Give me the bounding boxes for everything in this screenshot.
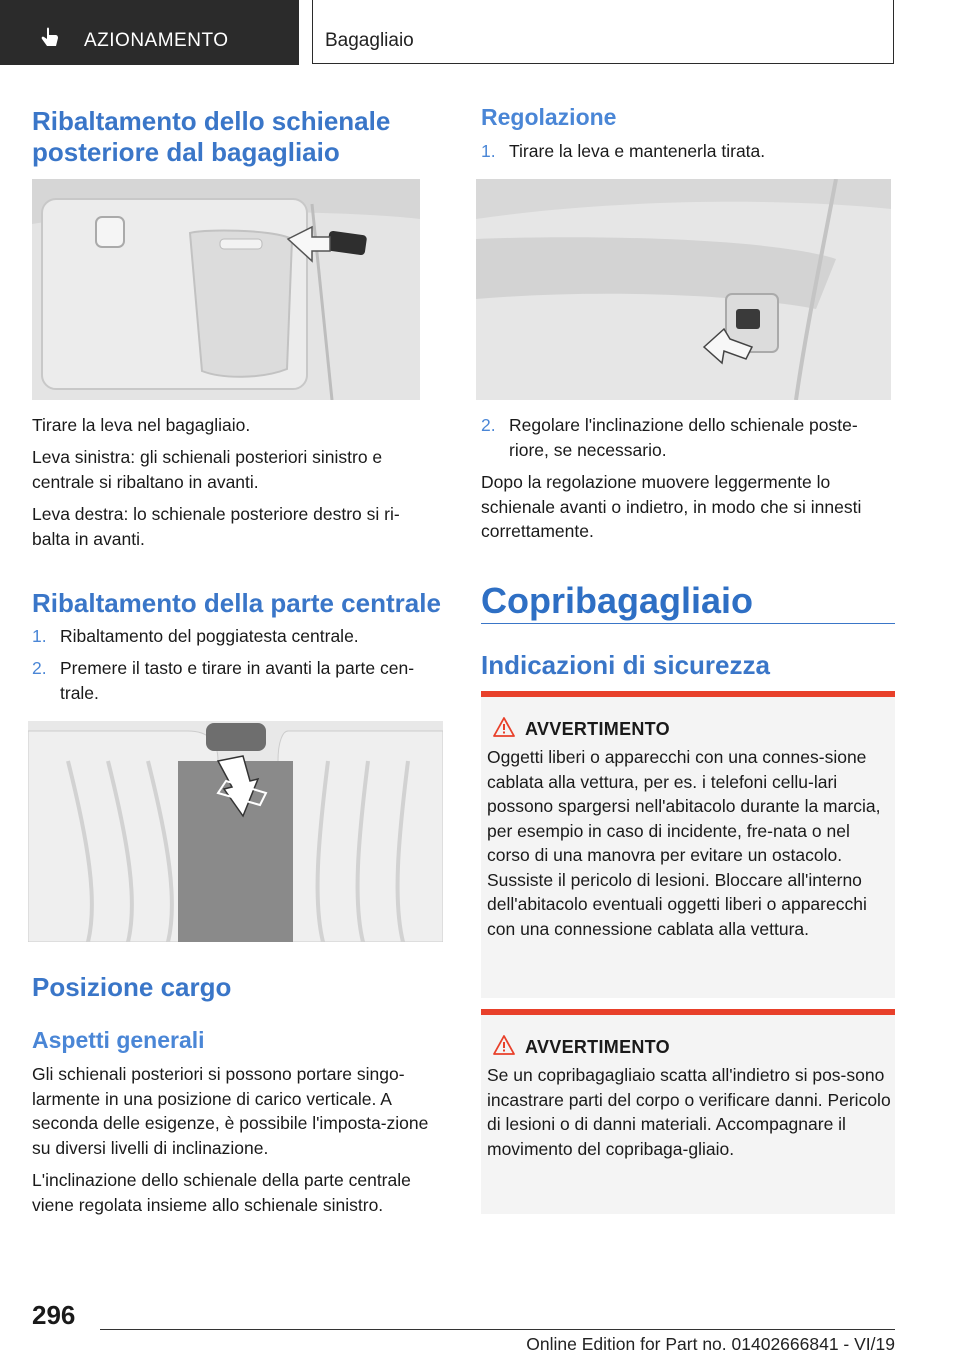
warning-triangle-icon (493, 717, 515, 737)
heading-ribaltamento-bagagliaio: Ribaltamento dello schienale posteriore dal bagagliaio (32, 106, 391, 167)
warning-title: AVVERTIMENTO (525, 719, 670, 739)
list-number: 1. (481, 141, 496, 161)
section-label: AZIONAMENTO (84, 30, 229, 51)
footer-rule (100, 1329, 895, 1330)
warning-box (481, 691, 895, 998)
list-text: Regolare l'inclinazione dello schienale poste-riore, se necessario. (509, 415, 858, 460)
edition-text: Online Edition for Part no. 01402666841 - VI/19 (526, 1334, 895, 1354)
heading-indicazioni-sicurezza: Indicazioni di sicurezza (481, 650, 770, 680)
heading-ribaltamento-centrale: Ribaltamento della parte centrale (32, 588, 441, 618)
list-text: Ribaltamento del poggiatesta centrale. (60, 626, 359, 646)
topic-label: Bagagliaio (325, 30, 414, 51)
adjustment-text: Dopo la regolazione muovere leggermente lo schienale avanti o indietro, in modo che si innesti correttamente. (481, 472, 862, 541)
warning-text: Oggetti liberi o apparecchi con una connes-sione cablata alla vettura, per es. i telefoni cellu-lari possono spargersi nell'abitacolo durante la marcia, per esempio in caso di incidente, fre-nata o nel corso di una manovra per evitare un ostacolo. Sussiste il pericolo di lesioni. Bloccare all'interno dell'abitacolo eventuali oggetti liberi o apparecchi con una connessione cablata alla vettura. (487, 747, 881, 939)
cargo-text: Gli schienali posteriori si possono portare singo-larmente in una posizione di carico verticale. A seconda delle esigenze, è possibile l'imposta-zione su diversi livelli di inclinazione. (32, 1064, 429, 1158)
warning-text: Se un copribagagliaio scatta all'indietro si pos-sono incastrare parti del corpo o verificare danni. Pericolo di lesioni o di danni materiali. Accompagnare il movimento del copribaga-gliaio. (487, 1065, 891, 1159)
recline-lever-image (476, 179, 891, 400)
trunk-lever-image (32, 179, 420, 400)
section-tab (0, 0, 299, 65)
heading-rule (481, 623, 895, 624)
list-number: 1. (32, 626, 47, 646)
rear-seat-image (28, 721, 443, 942)
right-lever-text: Leva destra: lo schienale posteriore destro si ri-balta in avanti. (32, 504, 400, 549)
cargo-center-text: L'inclinazione dello schienale della parte centrale viene regolata insieme allo schienale sinistro. (32, 1170, 411, 1215)
heading-regolazione: Regolazione (481, 104, 617, 130)
list-text: Premere il tasto e tirare in avanti la parte cen-trale. (60, 658, 415, 703)
list-number: 2. (32, 658, 47, 678)
page-number: 296 (32, 1300, 76, 1330)
heading-aspetti-generali: Aspetti generali (32, 1027, 205, 1053)
warning-triangle-icon (493, 1035, 515, 1055)
heading-posizione-cargo: Posizione cargo (32, 972, 232, 1002)
instruction-text: Tirare la leva nel bagagliaio. (32, 415, 251, 435)
list-number: 2. (481, 415, 496, 435)
list-text: Tirare la leva e mantenerla tirata. (509, 141, 766, 161)
hand-pointer-icon (40, 27, 62, 49)
left-lever-text: Leva sinistra: gli schienali posteriori sinistro e centrale si ribaltano in avanti. (32, 447, 383, 492)
warning-title: AVVERTIMENTO (525, 1037, 670, 1057)
topic-box (312, 0, 894, 64)
warning-box (481, 1009, 895, 1214)
heading-copribagagliaio: Copribagagliaio (481, 580, 754, 621)
